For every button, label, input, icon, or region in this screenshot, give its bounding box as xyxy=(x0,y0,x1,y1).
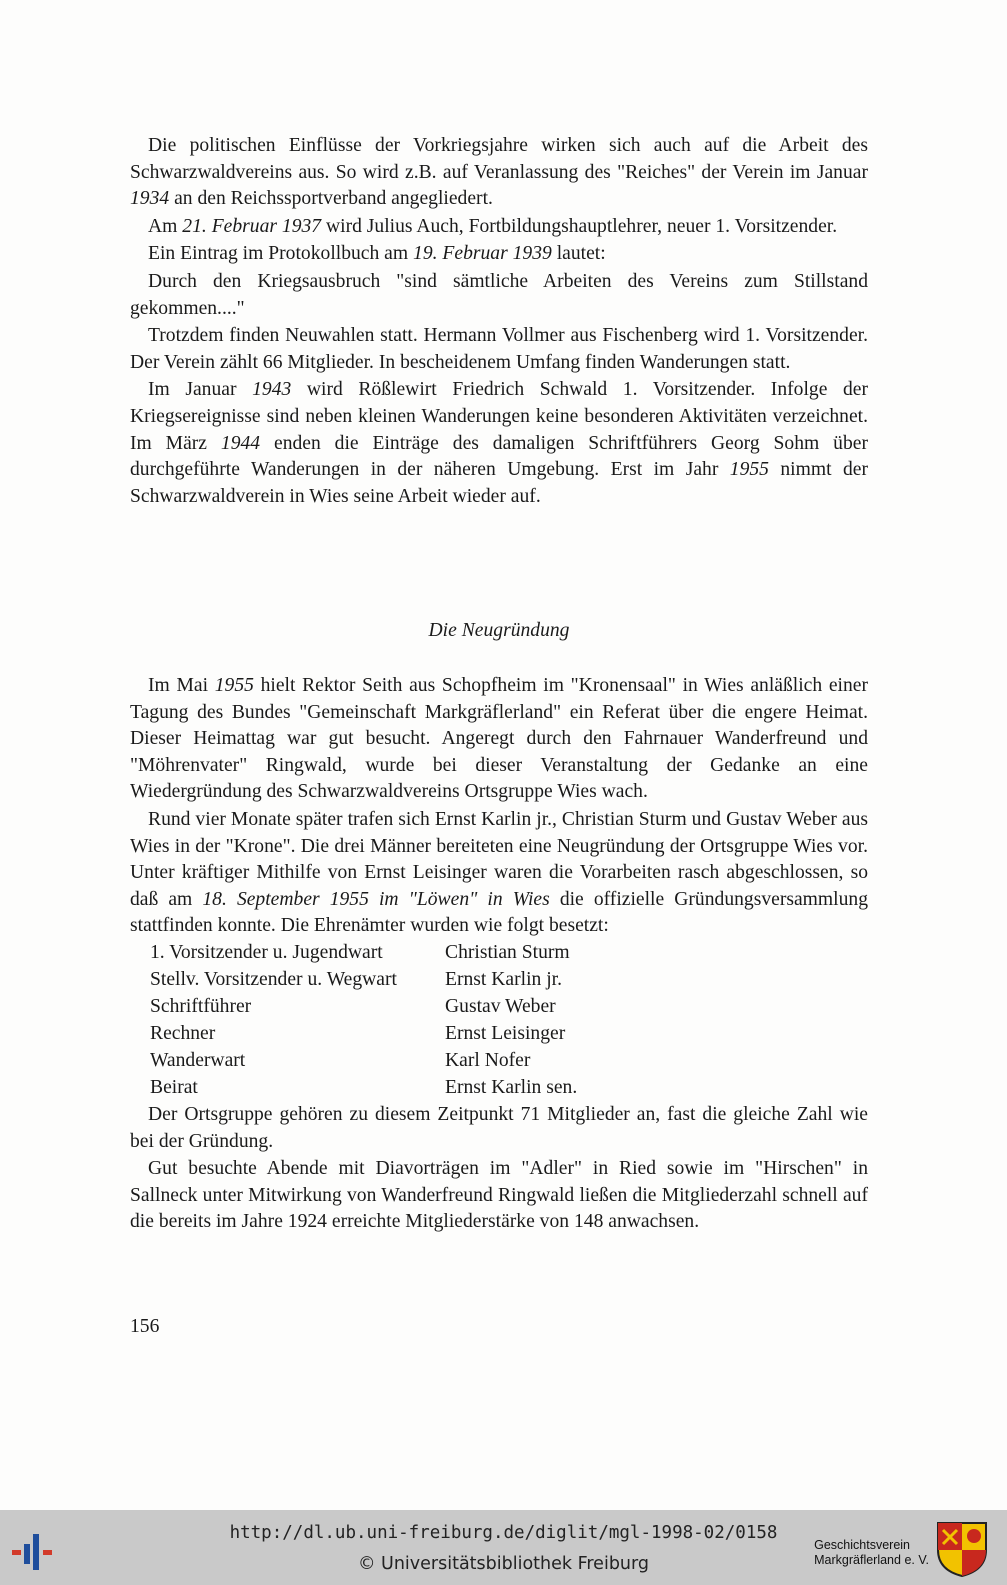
society-name-line2: Markgräflerland e. V. xyxy=(814,1553,929,1567)
italic-date: 1955 xyxy=(729,459,769,481)
italic-date: 1943 xyxy=(252,379,292,401)
coat-of-arms-icon xyxy=(935,1520,989,1578)
italic-date: 18. September 1955 im "Löwen" in Wies xyxy=(202,888,550,910)
office-row xyxy=(150,994,868,1021)
paragraphs-1 xyxy=(130,133,868,510)
body-text-section-1 xyxy=(130,133,868,510)
office-person: Ernst Leisinger xyxy=(445,1022,566,1044)
office-row xyxy=(150,1075,868,1102)
society-name-line1: Geschichtsverein xyxy=(814,1538,910,1552)
paragraph: Am 21. Februar 1937 wird Julius Auch, Fortbildungshauptlehrer, neuer 1. Vorsitzender. xyxy=(148,215,838,237)
office-person: Karl Nofer xyxy=(445,1049,531,1071)
library-footer xyxy=(0,1510,1007,1585)
office-row xyxy=(150,1048,868,1075)
italic-date: 1955 xyxy=(214,675,254,696)
italic-date: 1934 xyxy=(130,188,170,210)
office-person: Christian Sturm xyxy=(445,941,570,963)
paragraph: Gut besuchte Abende mit Diavorträgen im "Adler" in Ried sowie im "Hirschen" in Sallneck unter Mitwirkung von Wanderfreund Ringwald ließen die Mitgliederzahl schnell auf die bereits im Jahre 1924 erreichte Mitgliederstärke von 148 anwachsen. xyxy=(130,1158,868,1233)
section-heading: Die Neugründung xyxy=(428,620,570,641)
office-person: Ernst Karlin jr. xyxy=(445,968,562,990)
paragraph: Rund vier Monate später trafen sich Ernst Karlin jr., Christian Sturm und Gustav Weber aus Wies in der "Krone". Die drei Männer bereiteten eine Neugründung der Ortsgruppe Wies vor. Unter kräftiger Mithilfe von Ernst Leisinger waren die Vorarbeiten rasch abgeschlossen, so daß am 18. September 1955 im "Löwen" in Wies die offizielle Gründungsversammlung stattfinden konnte. Die Ehrenämter wurden wie folgt besetzt: xyxy=(130,808,868,937)
paragraphs-3 xyxy=(130,1102,868,1236)
paragraphs-2 xyxy=(130,673,868,940)
office-role: Wanderwart xyxy=(150,1049,246,1071)
digital-library-link[interactable]: http://dl.ub.uni-freiburg.de/diglit/mgl-1998-02/0158 xyxy=(229,1523,778,1543)
paragraph: Im Januar 1943 wird Rößlewirt Friedrich Schwald 1. Vorsitzender. Infolge der Kriegsereignisse sind neben kleinen Wanderungen keine besonderen Aktivitäten verzeichnet. Im März 1944 enden die Einträge des damaligen Schriftführers Georg Sohm über durchgeführte Wanderungen in der näheren Umgebung. Erst im Jahr 1955 nimmt der Schwarzwaldverein in Wies seine Arbeit wieder auf. xyxy=(130,379,868,507)
office-person: Gustav Weber xyxy=(445,995,556,1017)
office-role: Rechner xyxy=(150,1022,216,1044)
paragraph: Im Mai 1955 hielt Rektor Seith aus Schopfheim im "Kronensaal" in Wies anläßlich einer Tagung des Bundes "Gemeinschaft Markgräflerland" ein Referat über die engere Heimat. Dieser Heimattag war gut besucht. Angeregt durch den Fahrnauer Wanderfreund und "Möhrenvater" Ringwald, wurde bei dieser Veranstaltung der Gedanke an eine Wiedergründung des Schwarzwaldvereins Ortsgruppe Wies wach. xyxy=(130,675,869,803)
copyright-notice: © Universitätsbibliothek Freiburg xyxy=(357,1554,650,1574)
society-name xyxy=(814,1538,929,1568)
italic-date: 21. Februar 1937 xyxy=(182,215,322,237)
paragraph: Trotzdem finden Neuwahlen statt. Hermann Vollmer aus Fischenberg wird 1. Vorsitzender. Der Verein zählt 66 Mitglieder. In bescheidenem Umfang finden Wanderungen statt. xyxy=(130,325,868,373)
paragraph: Die politischen Einflüsse der Vorkriegsjahre wirken sich auch auf die Arbeit des Schwarzwaldvereins aus. So wird z.B. auf Veranlassung des "Reiches" der Verein im Januar 1934 an den Reichssportverband angegliedert. xyxy=(130,135,868,210)
office-row xyxy=(150,967,868,994)
paragraph: Ein Eintrag im Protokollbuch am 19. Februar 1939 lautet: xyxy=(148,243,606,265)
page-number: 156 xyxy=(130,1316,160,1337)
italic-date: 1944 xyxy=(220,432,261,454)
office-person: Ernst Karlin sen. xyxy=(445,1076,578,1098)
office-row xyxy=(150,940,868,967)
office-holders-list xyxy=(150,940,868,1102)
office-role: Beirat xyxy=(150,1076,198,1098)
office-role: Stellv. Vorsitzender u. Wegwart xyxy=(150,968,397,990)
italic-date: 19. Februar 1939 xyxy=(413,243,552,265)
office-role: 1. Vorsitzender u. Jugendwart xyxy=(150,941,383,963)
paragraph: Durch den Kriegsausbruch "sind sämtliche Arbeiten des Vereins zum Stillstand gekommen...." xyxy=(130,270,868,319)
paragraph: Der Ortsgruppe gehören zu diesem Zeitpunkt 71 Mitglieder an, fast die gleiche Zahl wie bei der Gründung. xyxy=(130,1103,868,1152)
office-row xyxy=(150,1021,868,1048)
body-text-section-2 xyxy=(130,673,868,1236)
office-role: Schriftführer xyxy=(150,995,252,1017)
